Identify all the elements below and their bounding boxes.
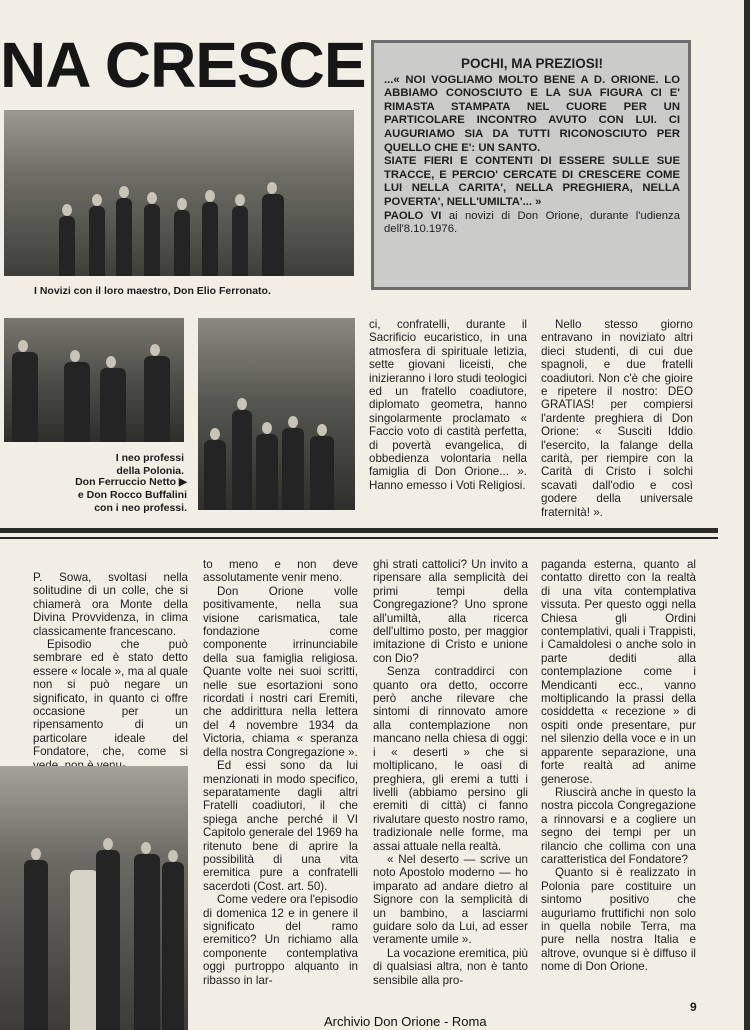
caption-netto-line1: Don Ferruccio Netto ▶ xyxy=(75,476,187,488)
lower-column-3 xyxy=(373,558,528,987)
upper-column-1-text: ci, confratelli, durante il Sacrificio eucaristico, in una atmosfera di spirituale letizia, sette giovani liceisti, che inizieranno i loro studi teologici ed un fratello coadiutore, diplomato geometra, hanno singolarmente proclamato « Faccio voto di castità perfetta, di povertà evangelica, di obbedienza volontaria nella famiglia di Don Orione... ». Hanno emesso i Voti Religiosi. xyxy=(369,318,527,492)
procession-photo xyxy=(0,766,188,1030)
upper-column-2-text: Nello stesso giorno entravano in noviziato altri dieci studenti, di cui due spagnoli, e due fratelli coadiutori. Non c'è che gioire e ripetere il nostro: DEO GRATIAS! per compiersi l'ardente preghiera di Don Orione: « Susciti Iddio l'esercito, la falange della carità, per riempire con la Carità di Cristo i solchi scavati dall'odio e così godere della universale fraternità! ». xyxy=(541,318,693,519)
lower-column-4-p2: Riuscirà anche in questo la nostra piccola Congregazione a rinnovarsi e a cogliere un segno dei tempi per un rilancio che collima con una caratteristica del Fondatore? xyxy=(541,785,696,866)
archive-footer: Archivio Don Orione - Roma xyxy=(324,1014,487,1029)
polish-professed-photo xyxy=(4,318,184,442)
attribution-name: PAOLO VI xyxy=(384,209,442,222)
quote-paragraph-1: ...« NOI VOGLIAMO MOLTO BENE A D. ORIONE. LO ABBIAMO CONOSCIUTO E LA SUA FIGURA CI E' RIMASTA STAMPATA NEL CUORE PER UN PARTICOLARE INCONTRO AVUTO CON LUI. CI AUGURIAMO SIA DA TUTTI RICONOSCIUTO PER QUELLO CHE E': UN SANTO. xyxy=(384,73,680,154)
lower-column-2-p4: Come vedere ora l'episodio di domenica 12 e in genere il significato del ramo eremitico? Un richiamo alla componente contemplativa oggi purtroppo alquanto in ribasso in lar- xyxy=(203,893,358,987)
lower-column-1-p1: P. Sowa, svoltasi nella solitudine di un colle, che si chiamerà ora Monte della Divina Provvidenza, in clima classicamente francescano. xyxy=(33,571,188,638)
novices-group-photo xyxy=(4,110,354,276)
caption-netto-line3: con i neo professi. xyxy=(94,502,187,514)
lower-column-4 xyxy=(541,558,696,974)
section-divider-thin xyxy=(0,537,718,539)
caption-professi xyxy=(84,452,184,478)
quote-title: POCHI, MA PREZIOSI! xyxy=(460,56,603,71)
page-number: 9 xyxy=(690,1000,697,1014)
upper-column-2 xyxy=(541,318,693,519)
caption-professi-line2: della Polonia. xyxy=(116,465,184,477)
caption-netto xyxy=(40,476,187,515)
caption-professi-line1: I neo professi xyxy=(115,452,184,464)
quote-attribution xyxy=(384,210,680,237)
lower-column-3-p3: « Nel deserto — scrive un noto Apostolo moderno — ho imparato ad andare dietro al Signore con la semplicità di un bambino, a lasciarmi guidare solo da Lui, ad esser veramente umile ». xyxy=(373,852,528,947)
lower-column-2-p2: Don Orione volle positivamente, nella sua visione carismatica, tale fondazione come componente irrinunciabile della sua famiglia religiosa. Quante volte nei suoi scritti, nelle sue esortazioni sono ricordati i nostri cari Eremiti, che addirittura nella lettera del 4 novembre 1934 da Victoria, chiama « speranza della nostra Congregazione ». xyxy=(203,584,358,759)
quote-box xyxy=(371,40,691,290)
lower-column-3-p4: La vocazione eremitica, più di qualsiasi altra, non è tanto sensibile alla pro- xyxy=(373,946,528,987)
lower-column-1-p2: Episodio che può sembrare ed è stato detto essere « locale », ma al quale non si può negare un significato, in quanto ci offre occasione per un ripensamento di un particolare ideale del Fondatore, che, come si xyxy=(33,638,188,759)
lower-column-2 xyxy=(203,558,358,987)
section-divider xyxy=(0,528,718,533)
lower-column-4-p3: Quanto si è realizzato in Polonia pare costituire un sintomo positivo che auguriamo fruttifichi non solo in quella nobile Terra, ma pure nella nostra Italia e altrove, ovunque si è diffuso il nome di Don Orione. xyxy=(541,866,696,974)
caption-netto-line2: e Don Rocco Buffalini xyxy=(77,489,187,501)
page-edge-bar xyxy=(744,0,750,1030)
lower-column-3-p1: ghi strati cattolici? Un invito a ripensare alla semplicità dei primi tempi della Congregazione? Uno sprone all'umiltà, alla ricerca dell'ultimo posto, per maggior imitazione di Cristo e unione con Dio? xyxy=(373,558,528,665)
upper-column-1 xyxy=(369,318,527,492)
lower-column-2-p3: Ed essi sono da lui menzionati in modo specifico, separatamente dagli altri Fratelli coadiutori, il che spiega anche perché il VI Capitolo generale del 1969 ha ritenuto bene di aprire la possibilità di una vita eremitica pure a confratelli sacerdoti (Cost. art. 50). xyxy=(203,759,358,893)
caption-novizi: I Novizi con il loro maestro, Don Elio Ferronato. xyxy=(34,285,271,297)
lower-column-4-p1: paganda esterna, quanto al contatto diretto con la realtà di una vita contemplativa vissuta. Per questo oggi nella Chiesa gli Ordini contemplativi, quali i Trappisti, i Camaldolesi o anche solo in parte dediti alla contemplazione come i Mendicanti ecc., vanno moltiplicando la prassi della cosiddetta « recezione » di ospiti onde presentare, pur nel silenzio della voce e in un apparente separazione, una forte realtà ad anime generose. xyxy=(541,558,696,786)
lower-column-3-p2: Senza contraddirci con quanto ora detto, occorre però anche rilevare che sintomi di rinnovato amore alla contemplazione non mancano nella chiesa di oggi: i « deserti » che si moltiplicano, le oasi di preghiera, gli eremi a tutti i livelli (abbiamo persino gli eremiti di città) ci fanno rivalutare questo nostro ramo, tradizionale nelle forme, ma assai attuale nella realtà. xyxy=(373,665,528,853)
attribution-text: ai novizi di Don Orione, durante l'udienza dell'8.10.1976. xyxy=(384,209,680,236)
lower-column-1 xyxy=(33,571,188,772)
lower-column-2-p1: to meno e non deve assolutamente venir meno. xyxy=(203,558,358,585)
quote-paragraph-2: SIATE FIERI E CONTENTI DI ESSERE SULLE SUE TRACCE, E PERCIO' CERCATE DI CRESCERE COME LUI NELLA CARITA', NELLA PREGHIERA, NELLA POVERTA', NELL'UMILTA'... » xyxy=(384,155,680,208)
netto-buffalini-photo xyxy=(198,318,355,510)
headline: NA CRESCE xyxy=(0,29,366,101)
